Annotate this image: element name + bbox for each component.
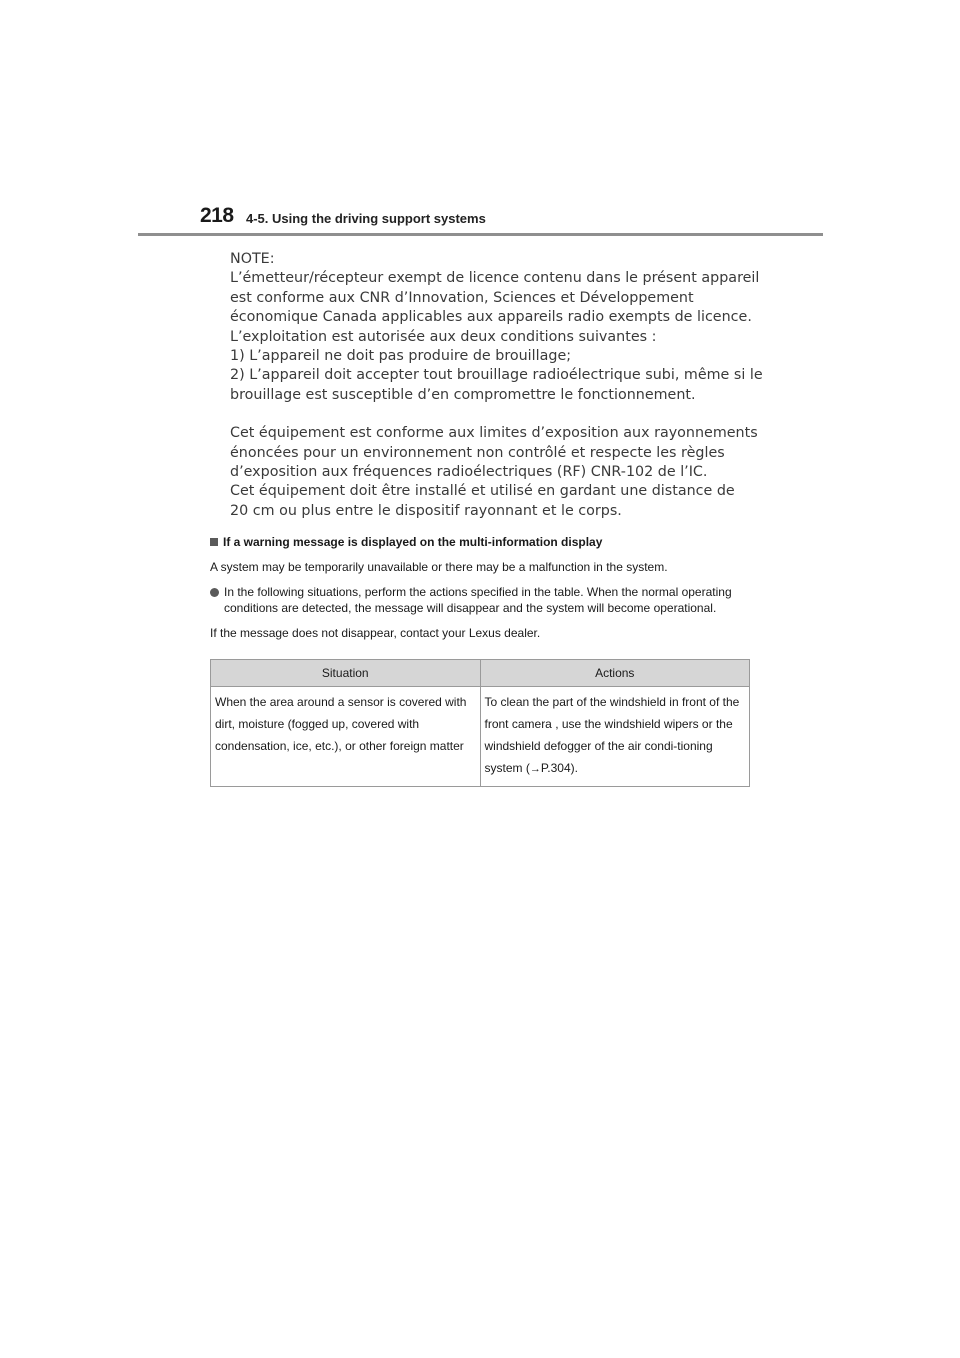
bullet-item bbox=[210, 584, 770, 616]
note-line: brouillage est susceptible d’en compromettre le fonctionnement. bbox=[230, 386, 696, 403]
note-line: économique Canada applicables aux appareils radio exempts de licence. bbox=[230, 309, 752, 326]
note-block bbox=[230, 250, 763, 521]
note-line: L’émetteur/récepteur exempt de licence contenu dans le présent appareil bbox=[230, 270, 760, 287]
page-number: 218 bbox=[200, 204, 234, 227]
note-line: Cet équipement est conforme aux limites d’exposition aux rayonnements bbox=[230, 425, 758, 442]
situation-actions-table bbox=[210, 659, 750, 787]
arrow-right-icon: → bbox=[529, 763, 541, 775]
column-header-actions: Actions bbox=[480, 660, 750, 687]
note-line: d’exposition aux fréquences radioélectriques (RF) CNR-102 de l’IC. bbox=[230, 464, 708, 481]
table-row bbox=[211, 687, 750, 787]
note-line: NOTE: bbox=[230, 251, 275, 267]
round-bullet-icon bbox=[210, 588, 219, 597]
situation-cell: When the area around a sensor is covered with dirt, moisture (fogged up, covered with condensation, ice, etc.), or other foreign matter bbox=[211, 687, 481, 787]
outro-text: If the message does not disappear, contact your Lexus dealer. bbox=[210, 626, 541, 640]
paragraph-gap bbox=[230, 405, 750, 424]
heading-text: If a warning message is displayed on the multi-information display bbox=[223, 535, 603, 549]
intro-text: A system may be temporarily unavailable or there may be a malfunction in the system. bbox=[210, 560, 668, 574]
header-divider bbox=[138, 233, 823, 236]
note-line: énoncées pour un environnement non contrôlé et respecte les règles bbox=[230, 444, 725, 461]
note-line: est conforme aux CNR d’Innovation, Sciences et Développement bbox=[230, 289, 694, 306]
column-header-situation: Situation bbox=[211, 660, 481, 687]
section-title: 4-5. Using the driving support systems bbox=[246, 211, 486, 226]
page-reference-link[interactable]: P.304 bbox=[540, 761, 571, 775]
action-end: ). bbox=[570, 761, 578, 775]
note-line: L’exploitation est autorisée aux deux conditions suivantes : bbox=[230, 328, 657, 345]
note-line: 20 cm ou plus entre le dispositif rayonnant et le corps. bbox=[230, 502, 622, 519]
section-heading bbox=[210, 535, 770, 549]
bullet-text: In the following situations, perform the actions specified in the table. When the normal operating conditions are detected, the message will disappear and the system will become operational. bbox=[224, 585, 732, 615]
note-line: Cet équipement doit être installé et utilisé en gardant une distance de bbox=[230, 483, 735, 500]
warning-section bbox=[210, 535, 770, 650]
page-header bbox=[200, 204, 820, 234]
square-bullet-icon bbox=[210, 538, 218, 546]
note-line: 1) L’appareil ne doit pas produire de brouillage; bbox=[230, 348, 572, 365]
table-header-row bbox=[211, 660, 750, 687]
note-line: 2) L’appareil doit accepter tout brouillage radioélectrique subi, même si le bbox=[230, 367, 763, 384]
actions-cell bbox=[480, 687, 750, 787]
action-text: To clean the part of the windshield in front of the front camera , use the windshield wipers or the windshield defogger of the air condi-tioning system ( bbox=[484, 695, 740, 775]
